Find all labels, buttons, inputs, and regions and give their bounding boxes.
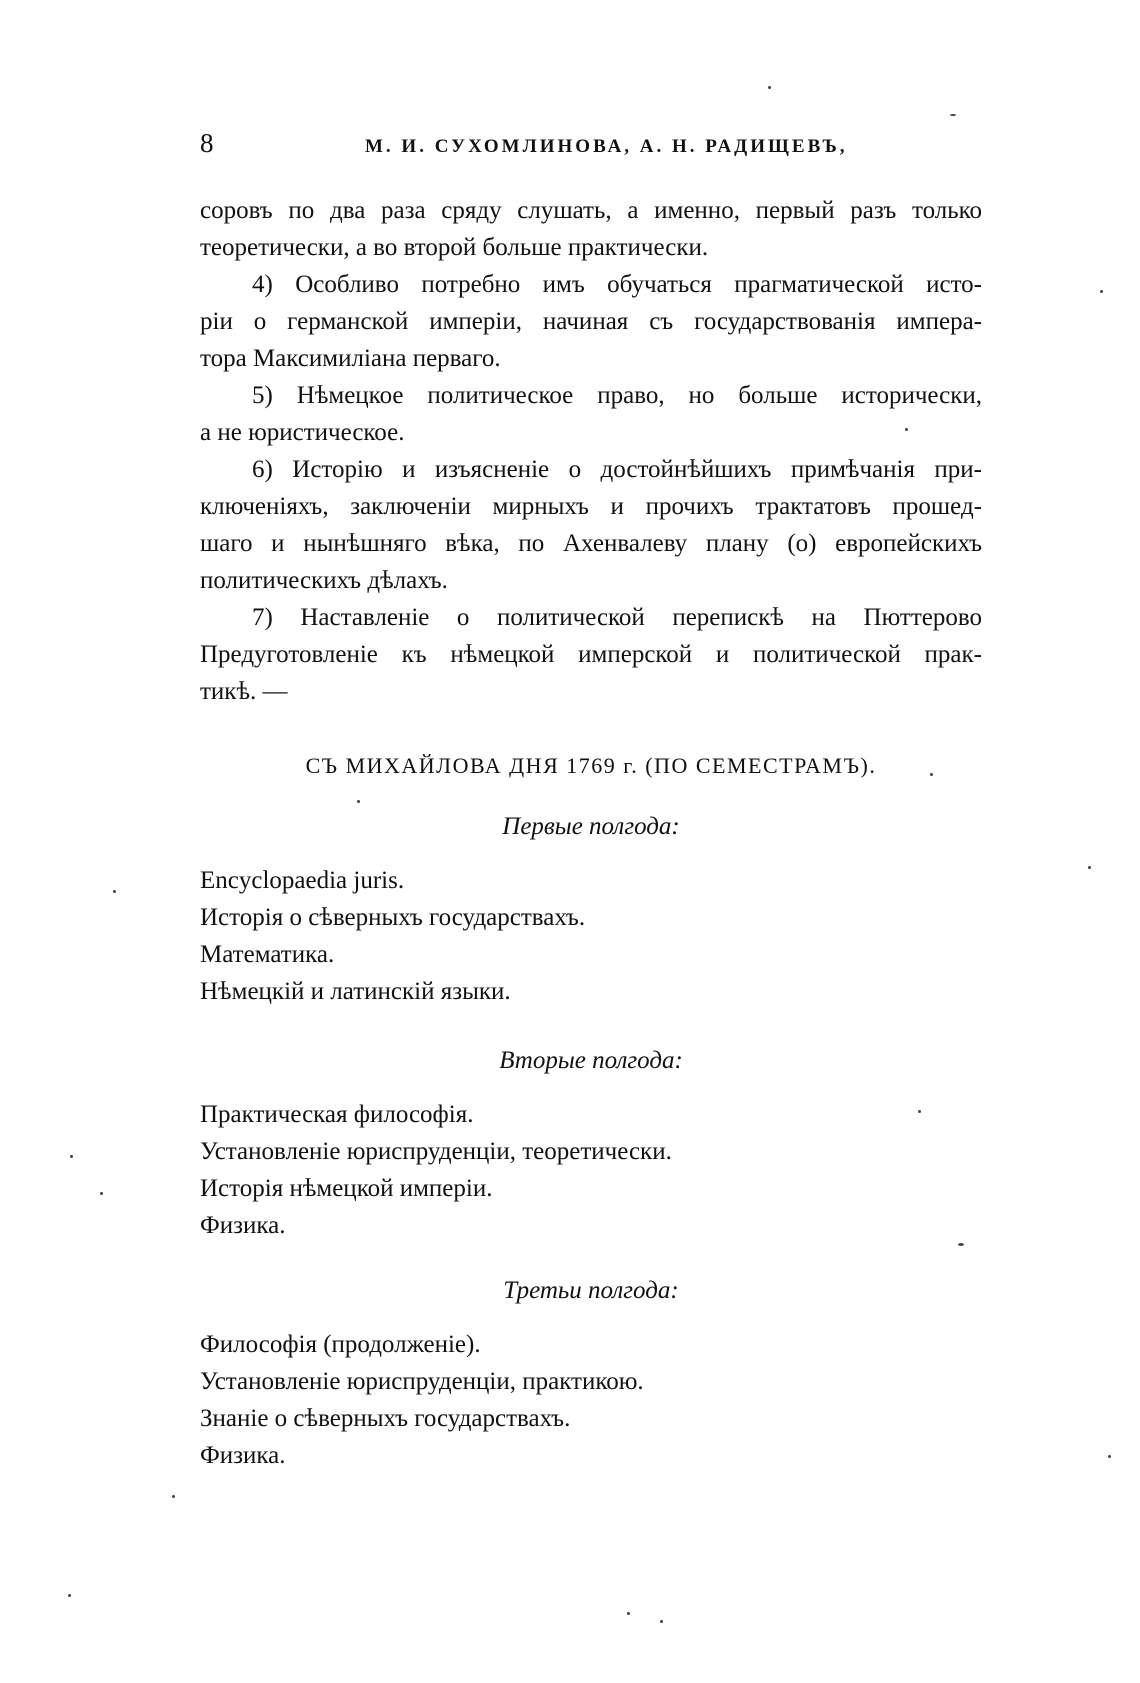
text-line: ключеніяхъ, заключеніи мирныхъ и прочихъ трактатовъ прошед- xyxy=(200,493,982,520)
page-number: 8 xyxy=(200,128,214,158)
scan-speck xyxy=(627,1612,630,1615)
scan-speck xyxy=(357,800,360,803)
paragraph-item-7 xyxy=(200,599,982,710)
list-item: Установленіе юриспруденціи, практикою. xyxy=(200,1368,644,1395)
text-line: 4) Особливо потребно имъ обучаться прагматической исто- xyxy=(252,271,982,298)
scan-speck xyxy=(1088,866,1091,869)
text-line: тора Максимиліана перваго. xyxy=(200,345,501,372)
semester-list-3 xyxy=(200,1326,644,1474)
scan-speck xyxy=(660,1620,663,1623)
list-item: Математика. xyxy=(200,941,335,968)
scan-speck xyxy=(958,1243,964,1246)
text-line: тикѣ. — xyxy=(200,678,288,705)
list-item: Исторія о сѣверныхъ государствахъ. xyxy=(200,904,586,931)
semester-list-1 xyxy=(200,862,585,1010)
list-item: Encyclopaedia juris. xyxy=(200,867,405,894)
scan-speck xyxy=(918,1110,921,1113)
scan-speck xyxy=(1108,1455,1111,1458)
scan-speck xyxy=(768,86,771,89)
text-line: Предуготовленіе къ нѣмецкой имперской и политической прак- xyxy=(200,641,982,668)
paragraph-1 xyxy=(200,192,982,266)
paragraph-item-5 xyxy=(200,377,982,451)
paragraph-item-4 xyxy=(200,266,982,377)
paragraph-item-6 xyxy=(200,451,982,599)
list-item: Нѣмецкій и латинскій языки. xyxy=(200,978,511,1005)
scan-speck xyxy=(172,1495,175,1498)
running-head-title: М. И. СУХОМЛИНОВА, А. Н. РАДИЩЕВЪ, xyxy=(365,136,848,157)
scan-speck xyxy=(950,114,956,116)
text-line: 6) Исторію и изъясненіе о достойнѣйшихъ примѣчанія при- xyxy=(252,456,982,483)
text-line: шаго и нынѣшняго вѣка, по Ахенвалеву плану (о) европейскихъ xyxy=(200,530,982,557)
scan-speck xyxy=(1100,290,1103,293)
list-item: Установленіе юриспруденціи, теоретически. xyxy=(200,1138,672,1165)
text-line: 7) Наставленіе о политической перепискѣ на Пюттерово xyxy=(252,604,982,631)
list-item: Физика. xyxy=(200,1442,286,1469)
running-head xyxy=(200,128,990,168)
semester-heading-2: Вторые полгода: xyxy=(499,1047,683,1074)
text-line: ріи о германской имперіи, начиная съ государствованія импера- xyxy=(200,308,982,335)
scan-speck xyxy=(930,773,933,776)
scan-speck xyxy=(113,890,116,893)
text-line: политическихъ дѣлахъ. xyxy=(200,567,448,594)
scan-speck xyxy=(100,1192,103,1195)
scan-speck xyxy=(905,428,908,431)
list-item: Знаніе о сѣверныхъ государствахъ. xyxy=(200,1405,571,1432)
text-line: теоретически, а во второй больше практически. xyxy=(200,234,709,261)
text-line: а не юристическое. xyxy=(200,419,405,446)
scan-speck xyxy=(70,1155,73,1158)
semester-heading-3: Третьи полгода: xyxy=(503,1277,679,1304)
scan-speck xyxy=(68,1594,71,1597)
text-line: соровъ по два раза сряду слушать, а именно, первый разъ только xyxy=(200,197,982,224)
list-item: Исторія нѣмецкой имперіи. xyxy=(200,1175,493,1202)
section-title: СЪ МИХАЙЛОВА ДНЯ 1769 г. (ПО СЕМЕСТРАМЪ). xyxy=(305,753,877,778)
semester-heading-1: Первые полгода: xyxy=(502,813,680,840)
list-item: Философія (продолженіе). xyxy=(200,1331,481,1358)
text-line: 5) Нѣмецкое политическое право, но больше исторически, xyxy=(252,382,982,409)
body-text xyxy=(200,192,982,710)
list-item: Практическая философія. xyxy=(200,1101,474,1128)
list-item: Физика. xyxy=(200,1212,286,1239)
semester-list-2 xyxy=(200,1096,672,1244)
